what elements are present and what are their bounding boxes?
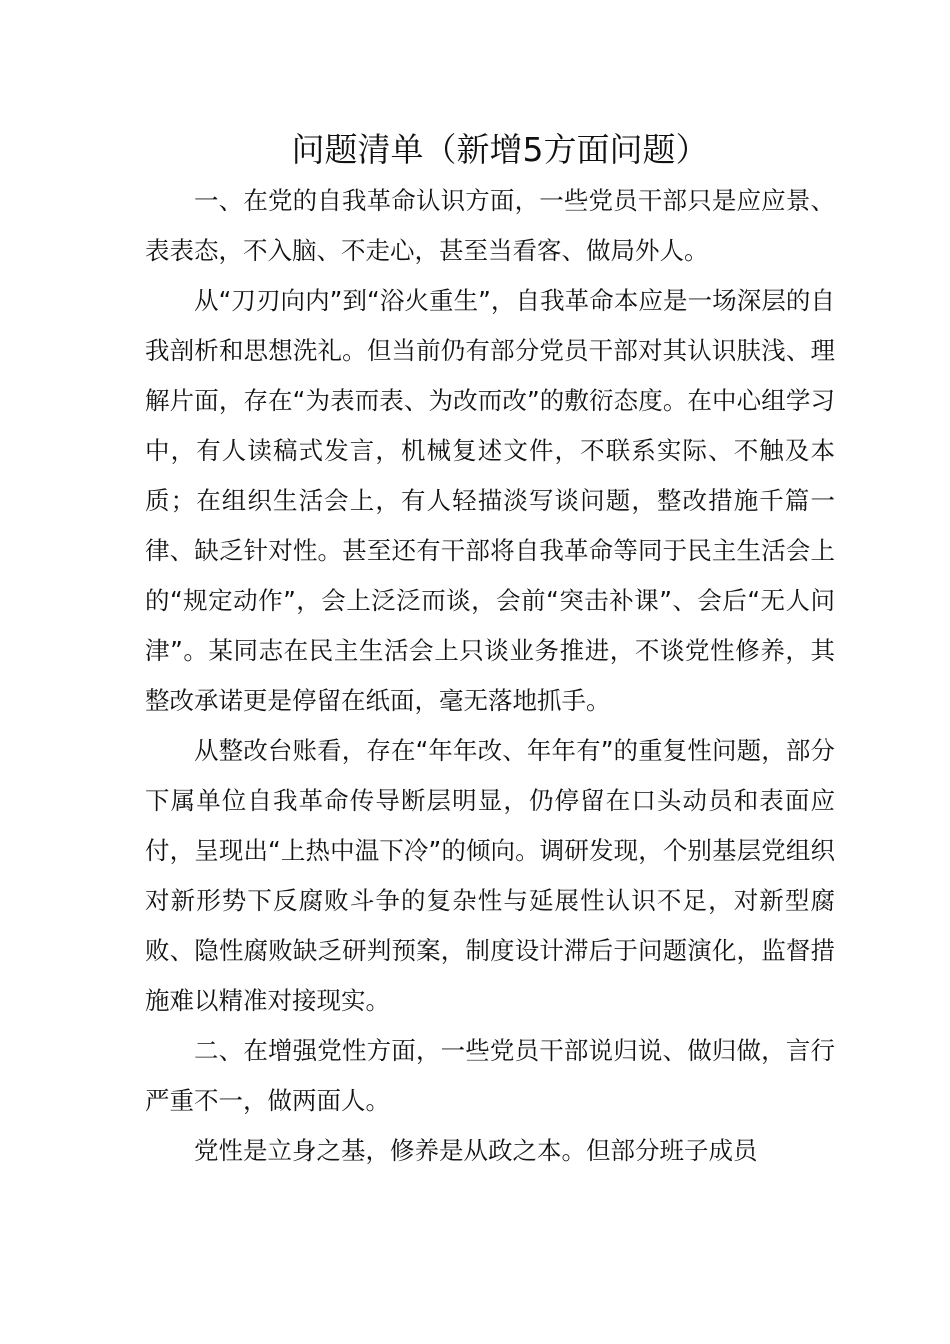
paragraph-rectification-ledger: 从整改台账看，存在“年年改、年年有”的重复性问题，部分下属单位自我革命传导断层明显，仍停留在口头动员和表面应付，呈现出“上热中温下冷”的倾向。调研发现，个别基层党组织对新形势下反腐败斗争的复杂性与延展性认识不足，对新型腐败、隐性腐败缺乏研判预案，制度设计滞后于问题演化，监督措施难以精准对接现实。 <box>145 736 835 1015</box>
paragraph-self-revolution-analysis: 从“刀刃向内”到“浴火重生”，自我革命本应是一场深层的自我剖析和思想洗礼。但当前仍有部分党员干部对其认识肤浅、理解片面，存在“为表而表、为改而改”的敷衍态度。在中心组学习中，有人读稿式发言，机械复述文件，不联系实际、不触及本质；在组织生活会上，有人轻描淡写谈问题，整改措施千篇一律、缺乏针对性。甚至还有干部将自我革命等同于民主生活会上的“规定动作”，会上泛泛而谈，会前“突击补课”、会后“无人问津”。某同志在民主生活会上只谈业务推进，不谈党性修养，其整改承诺更是停留在纸面，毫无落地抓手。 <box>145 286 835 715</box>
document-body <box>145 176 835 1176</box>
document-title: 问题清单（新增5方面问题） <box>291 130 709 169</box>
paragraph-section-1-heading: 一、在党的自我革命认识方面，一些党员干部只是应应景、表表态，不入脑、不走心，甚至当看客、做局外人。 <box>145 186 835 265</box>
paragraph-section-2-heading: 二、在增强党性方面，一些党员干部说归说、做归做，言行严重不一，做两面人。 <box>145 1036 835 1115</box>
paragraph-party-spirit: 党性是立身之基，修养是从政之本。但部分班子成员 <box>194 1136 758 1165</box>
